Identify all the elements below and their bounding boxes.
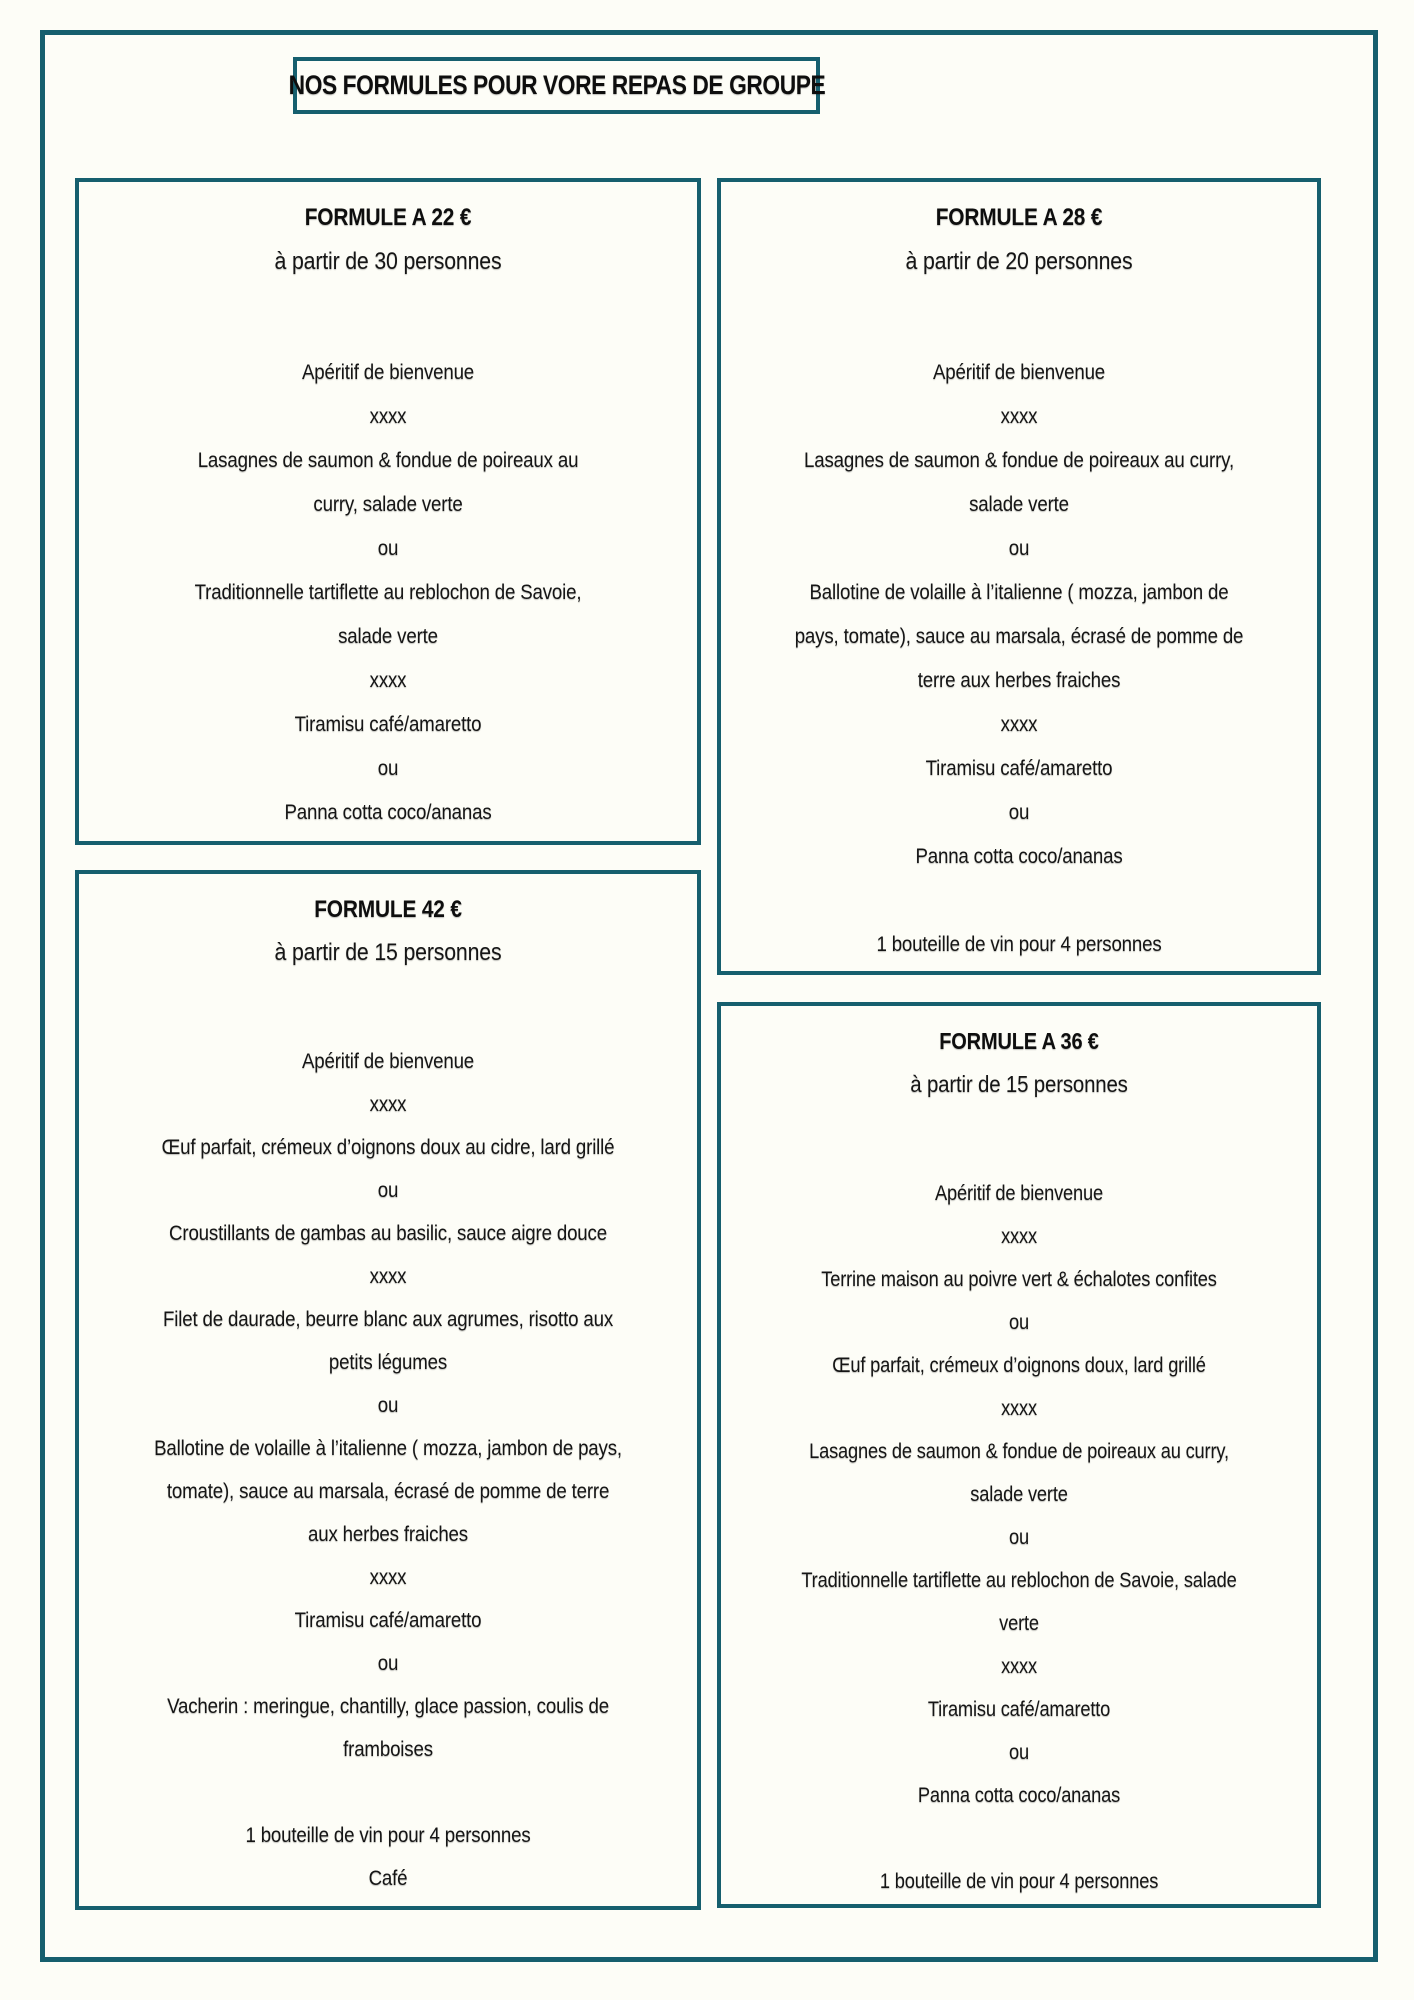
formule-header-gap	[79, 974, 697, 1040]
or-separator: ou	[1009, 1311, 1029, 1334]
or-separator: ou	[1009, 1741, 1029, 1764]
menu-item-line: aux herbes fraiches	[308, 1522, 468, 1546]
formule-subtitle: à partir de 20 personnes	[905, 248, 1133, 275]
menu-item-line: verte	[999, 1612, 1039, 1635]
menu-item-line: Œuf parfait, crémeux d’oignons doux, lard grillé	[832, 1354, 1206, 1377]
formule-title: FORMULE 42 €	[314, 896, 462, 923]
separator-xxxx: xxxx	[369, 1565, 407, 1589]
or-separator: ou	[1009, 1526, 1029, 1549]
menu-item-line: petits légumes	[328, 1350, 448, 1374]
menu-item-line: Tiramisu café/amaretto	[925, 756, 1113, 780]
formule-header-gap	[79, 284, 697, 350]
blank-line	[119, 1771, 657, 1814]
or-separator: ou	[377, 756, 399, 780]
or-separator: ou	[1008, 536, 1030, 560]
menu-item-line: Apéritif de bienvenue	[934, 1182, 1103, 1205]
menu-item-line: pays, tomate), sauce au marsala, écrasé de pomme de	[794, 624, 1244, 648]
menu-item-line: Traditionnelle tartiflette au reblochon de Savoie,	[194, 580, 582, 604]
separator-xxxx: xxxx	[1000, 712, 1038, 736]
menu-item-line: framboises	[343, 1737, 433, 1761]
menu-item-line: curry, salade verte	[313, 492, 463, 516]
formule-title: FORMULE A 28 €	[935, 204, 1103, 231]
menu-item-line: Apéritif de bienvenue	[301, 1049, 475, 1073]
formule-box-28	[717, 178, 1321, 975]
formule-box-42	[75, 870, 701, 1910]
menu-item-line: Lasagnes de saumon & fondue de poireaux au curry,	[809, 1440, 1229, 1463]
formule-subtitle: à partir de 30 personnes	[274, 248, 502, 275]
page-title: NOS FORMULES POUR VORE REPAS DE GROUPE	[288, 70, 825, 100]
formule-title: FORMULE A 36 €	[939, 1028, 1099, 1054]
page-title-box	[288, 57, 825, 114]
formule-subtitle: à partir de 15 personnes	[910, 1071, 1128, 1097]
menu-item-line: Filet de daurade, beurre blanc aux agrumes, risotto aux	[162, 1307, 614, 1331]
menu-item-line: Tiramisu café/amaretto	[294, 712, 482, 736]
or-separator: ou	[377, 1651, 399, 1675]
menu-item-line: 1 bouteille de vin pour 4 personnes	[879, 1870, 1159, 1893]
menu-item-line: 1 bouteille de vin pour 4 personnes	[245, 1823, 531, 1847]
menu-item-line: Traditionnelle tartiflette au reblochon de Savoie, salade	[801, 1569, 1237, 1592]
menu-item-line: Tiramisu café/amaretto	[927, 1698, 1111, 1721]
formule-header-gap	[721, 284, 1317, 350]
formule-subtitle: à partir de 15 personnes	[274, 939, 502, 966]
or-separator: ou	[377, 1393, 399, 1417]
menu-item-line: Ballotine de volaille à l’italienne ( mozza, jambon de	[809, 580, 1229, 604]
menu-item-line: terre aux herbes fraiches	[917, 668, 1121, 692]
menu-item-line: Ballotine de volaille à l’italienne ( mozza, jambon de pays,	[154, 1436, 622, 1460]
menu-item-line: Apéritif de bienvenue	[301, 360, 475, 384]
separator-xxxx: xxxx	[1001, 1655, 1037, 1678]
menu-item-line: Vacherin : meringue, chantilly, glace passion, coulis de	[167, 1694, 609, 1718]
formule-box-22	[75, 178, 701, 845]
or-separator: ou	[377, 1178, 399, 1202]
separator-xxxx: xxxx	[369, 1092, 407, 1116]
menu-item-line: Lasagnes de saumon & fondue de poireaux au curry,	[804, 448, 1234, 472]
menu-item-line: tomate), sauce au marsala, écrasé de pomme de terre	[166, 1479, 610, 1503]
menu-item-line: Panna cotta coco/ananas	[284, 800, 492, 824]
separator-xxxx: xxxx	[1001, 1397, 1037, 1420]
menu-item-line: salade verte	[969, 492, 1069, 516]
separator-xxxx: xxxx	[1001, 1225, 1037, 1248]
blank-line	[760, 878, 1279, 922]
separator-xxxx: xxxx	[1000, 404, 1038, 428]
menu-item-line: Œuf parfait, crémeux d’oignons doux au cidre, lard grillé	[161, 1135, 615, 1159]
menu-item-line: 1 bouteille de vin pour 4 personnes	[876, 932, 1162, 956]
menu-item-line: Lasagnes de saumon & fondue de poireaux au	[197, 448, 579, 472]
or-separator: ou	[377, 536, 399, 560]
separator-xxxx: xxxx	[369, 668, 407, 692]
separator-xxxx: xxxx	[369, 1264, 407, 1288]
menu-item-line: Panna cotta coco/ananas	[915, 844, 1123, 868]
menu-item-line: Croustillants de gambas au basilic, sauce aigre douce	[169, 1221, 607, 1245]
menu-item-line: Terrine maison au poivre vert & échalotes confites	[821, 1268, 1217, 1291]
menu-item-line: Café	[368, 1866, 408, 1890]
menu-item-line: salade verte	[970, 1483, 1068, 1506]
separator-xxxx: xxxx	[369, 404, 407, 428]
formule-box-36	[717, 1002, 1321, 1908]
blank-line	[760, 1817, 1279, 1860]
menu-item-line: Tiramisu café/amaretto	[294, 1608, 482, 1632]
or-separator: ou	[1008, 800, 1030, 824]
menu-item-line: salade verte	[338, 624, 438, 648]
formule-title: FORMULE A 22 €	[304, 204, 472, 231]
formule-header-gap	[721, 1106, 1317, 1172]
menu-item-line: Panna cotta coco/ananas	[917, 1784, 1121, 1807]
menu-item-line: Apéritif de bienvenue	[932, 360, 1106, 384]
